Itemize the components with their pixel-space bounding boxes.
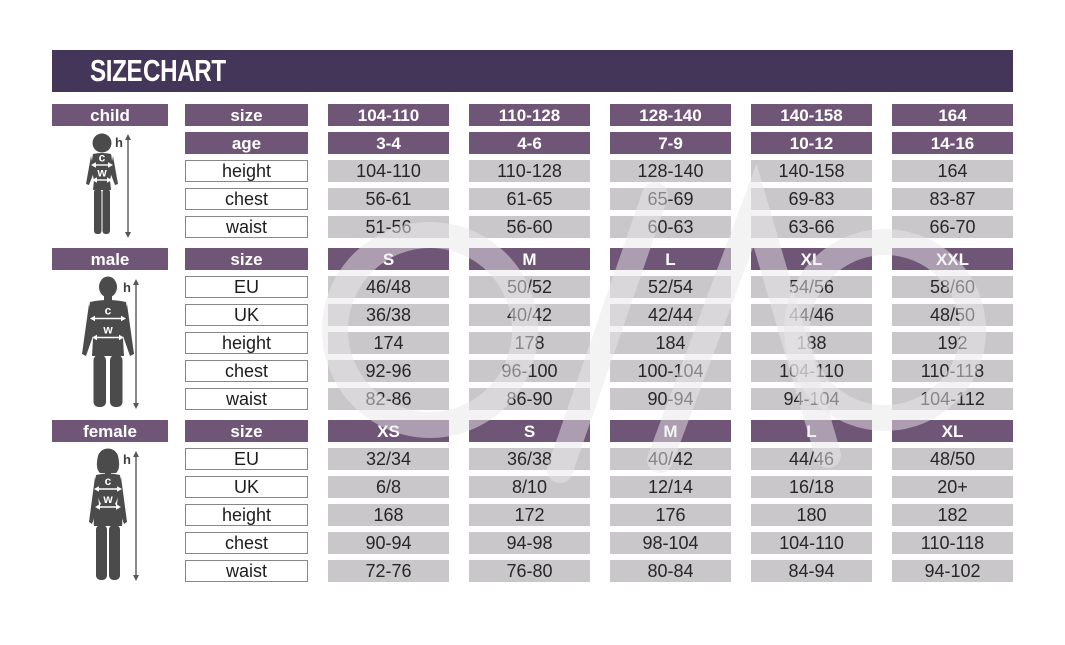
value-cell: 36/38: [469, 448, 590, 470]
value-cell: 140-158: [751, 104, 872, 126]
value-cell: 4-6: [469, 132, 590, 154]
value-cell: 104-110: [328, 104, 449, 126]
chest-annotation: c: [104, 474, 112, 488]
row-label: waist: [185, 216, 308, 238]
row-label: EU: [185, 448, 308, 470]
value-cell: XS: [328, 420, 449, 442]
value-cell: 104-110: [328, 160, 449, 182]
value-cell: 20+: [892, 476, 1013, 498]
section-label-female: female: [52, 420, 168, 442]
value-cell: 110-118: [892, 532, 1013, 554]
title-banner: [52, 50, 1013, 92]
waist-annotation: w: [103, 322, 113, 337]
value-cell: 40/42: [469, 304, 590, 326]
value-cell: 98-104: [610, 532, 731, 554]
value-cell: 61-65: [469, 188, 590, 210]
value-cell: 176: [610, 504, 731, 526]
value-cell: 90-94: [328, 532, 449, 554]
section-child: [52, 104, 1013, 240]
value-cell: 104-112: [892, 388, 1013, 410]
value-cell: 63-66: [751, 216, 872, 238]
value-cell: 44/46: [751, 448, 872, 470]
value-cell: 50/52: [469, 276, 590, 298]
row-label: waist: [185, 388, 308, 410]
value-cell: S: [328, 248, 449, 270]
waist-annotation: w: [97, 165, 107, 180]
value-cell: 48/50: [892, 304, 1013, 326]
value-cell: 66-70: [892, 216, 1013, 238]
value-cell: 140-158: [751, 160, 872, 182]
value-cell: 69-83: [751, 188, 872, 210]
value-cell: 110-128: [469, 104, 590, 126]
row-label: waist: [185, 560, 308, 582]
value-cell: 164: [892, 104, 1013, 126]
value-cell: M: [469, 248, 590, 270]
child-figure-icon: [52, 132, 168, 240]
value-cell: 8/10: [469, 476, 590, 498]
page-title: SIZE CHART: [90, 53, 226, 88]
row-label: age: [185, 132, 308, 154]
section-male: [52, 248, 1013, 412]
value-cell: 76-80: [469, 560, 590, 582]
value-cell: 164: [892, 160, 1013, 182]
section-label-child: child: [52, 104, 168, 126]
value-cell: S: [469, 420, 590, 442]
value-cell: 96-100: [469, 360, 590, 382]
section-label-male: male: [52, 248, 168, 270]
value-cell: 104-110: [751, 360, 872, 382]
row-label: height: [185, 332, 308, 354]
value-cell: 104-110: [751, 532, 872, 554]
height-annotation: h: [115, 135, 123, 150]
value-cell: 40/42: [610, 448, 731, 470]
value-cell: 52/54: [610, 276, 731, 298]
value-cell: 48/50: [892, 448, 1013, 470]
value-cell: L: [751, 420, 872, 442]
value-cell: 128-140: [610, 160, 731, 182]
row-label: UK: [185, 304, 308, 326]
value-cell: 32/34: [328, 448, 449, 470]
value-cell: 58/60: [892, 276, 1013, 298]
value-cell: 16/18: [751, 476, 872, 498]
value-cell: 60-63: [610, 216, 731, 238]
value-cell: XXL: [892, 248, 1013, 270]
value-cell: 36/38: [328, 304, 449, 326]
section-female: [52, 420, 1013, 584]
value-cell: 72-76: [328, 560, 449, 582]
chest-annotation: c: [104, 303, 112, 318]
value-cell: 65-69: [610, 188, 731, 210]
value-cell: 7-9: [610, 132, 731, 154]
female-figure-icon: [52, 448, 168, 584]
value-cell: 86-90: [469, 388, 590, 410]
value-cell: 51-56: [328, 216, 449, 238]
value-cell: 182: [892, 504, 1013, 526]
value-cell: 94-102: [892, 560, 1013, 582]
value-cell: 56-61: [328, 188, 449, 210]
value-cell: 128-140: [610, 104, 731, 126]
row-label: size: [185, 420, 308, 442]
value-cell: 180: [751, 504, 872, 526]
male-figure-icon: [52, 276, 168, 412]
row-label: chest: [185, 188, 308, 210]
value-cell: XL: [892, 420, 1013, 442]
value-cell: M: [610, 420, 731, 442]
chest-annotation: c: [98, 150, 106, 165]
value-cell: 110-128: [469, 160, 590, 182]
value-cell: 82-86: [328, 388, 449, 410]
value-cell: 188: [751, 332, 872, 354]
row-label: size: [185, 104, 308, 126]
value-cell: 184: [610, 332, 731, 354]
value-cell: 44/46: [751, 304, 872, 326]
value-cell: 174: [328, 332, 449, 354]
value-cell: L: [610, 248, 731, 270]
height-annotation: h: [123, 452, 131, 467]
value-cell: 10-12: [751, 132, 872, 154]
size-chart: [52, 50, 1013, 592]
row-label: size: [185, 248, 308, 270]
value-cell: 54/56: [751, 276, 872, 298]
row-label: chest: [185, 360, 308, 382]
value-cell: 80-84: [610, 560, 731, 582]
row-label: chest: [185, 532, 308, 554]
value-cell: 94-104: [751, 388, 872, 410]
value-cell: 172: [469, 504, 590, 526]
value-cell: XL: [751, 248, 872, 270]
value-cell: 100-104: [610, 360, 731, 382]
value-cell: 92-96: [328, 360, 449, 382]
waist-annotation: w: [103, 492, 113, 506]
height-annotation: h: [123, 280, 131, 295]
value-cell: 3-4: [328, 132, 449, 154]
value-cell: 178: [469, 332, 590, 354]
value-cell: 56-60: [469, 216, 590, 238]
row-label: height: [185, 160, 308, 182]
value-cell: 192: [892, 332, 1013, 354]
value-cell: 83-87: [892, 188, 1013, 210]
value-cell: 42/44: [610, 304, 731, 326]
row-label: height: [185, 504, 308, 526]
value-cell: 84-94: [751, 560, 872, 582]
value-cell: 94-98: [469, 532, 590, 554]
row-label: EU: [185, 276, 308, 298]
value-cell: 14-16: [892, 132, 1013, 154]
value-cell: 168: [328, 504, 449, 526]
value-cell: 6/8: [328, 476, 449, 498]
value-cell: 90-94: [610, 388, 731, 410]
value-cell: 110-118: [892, 360, 1013, 382]
value-cell: 12/14: [610, 476, 731, 498]
row-label: UK: [185, 476, 308, 498]
value-cell: 46/48: [328, 276, 449, 298]
